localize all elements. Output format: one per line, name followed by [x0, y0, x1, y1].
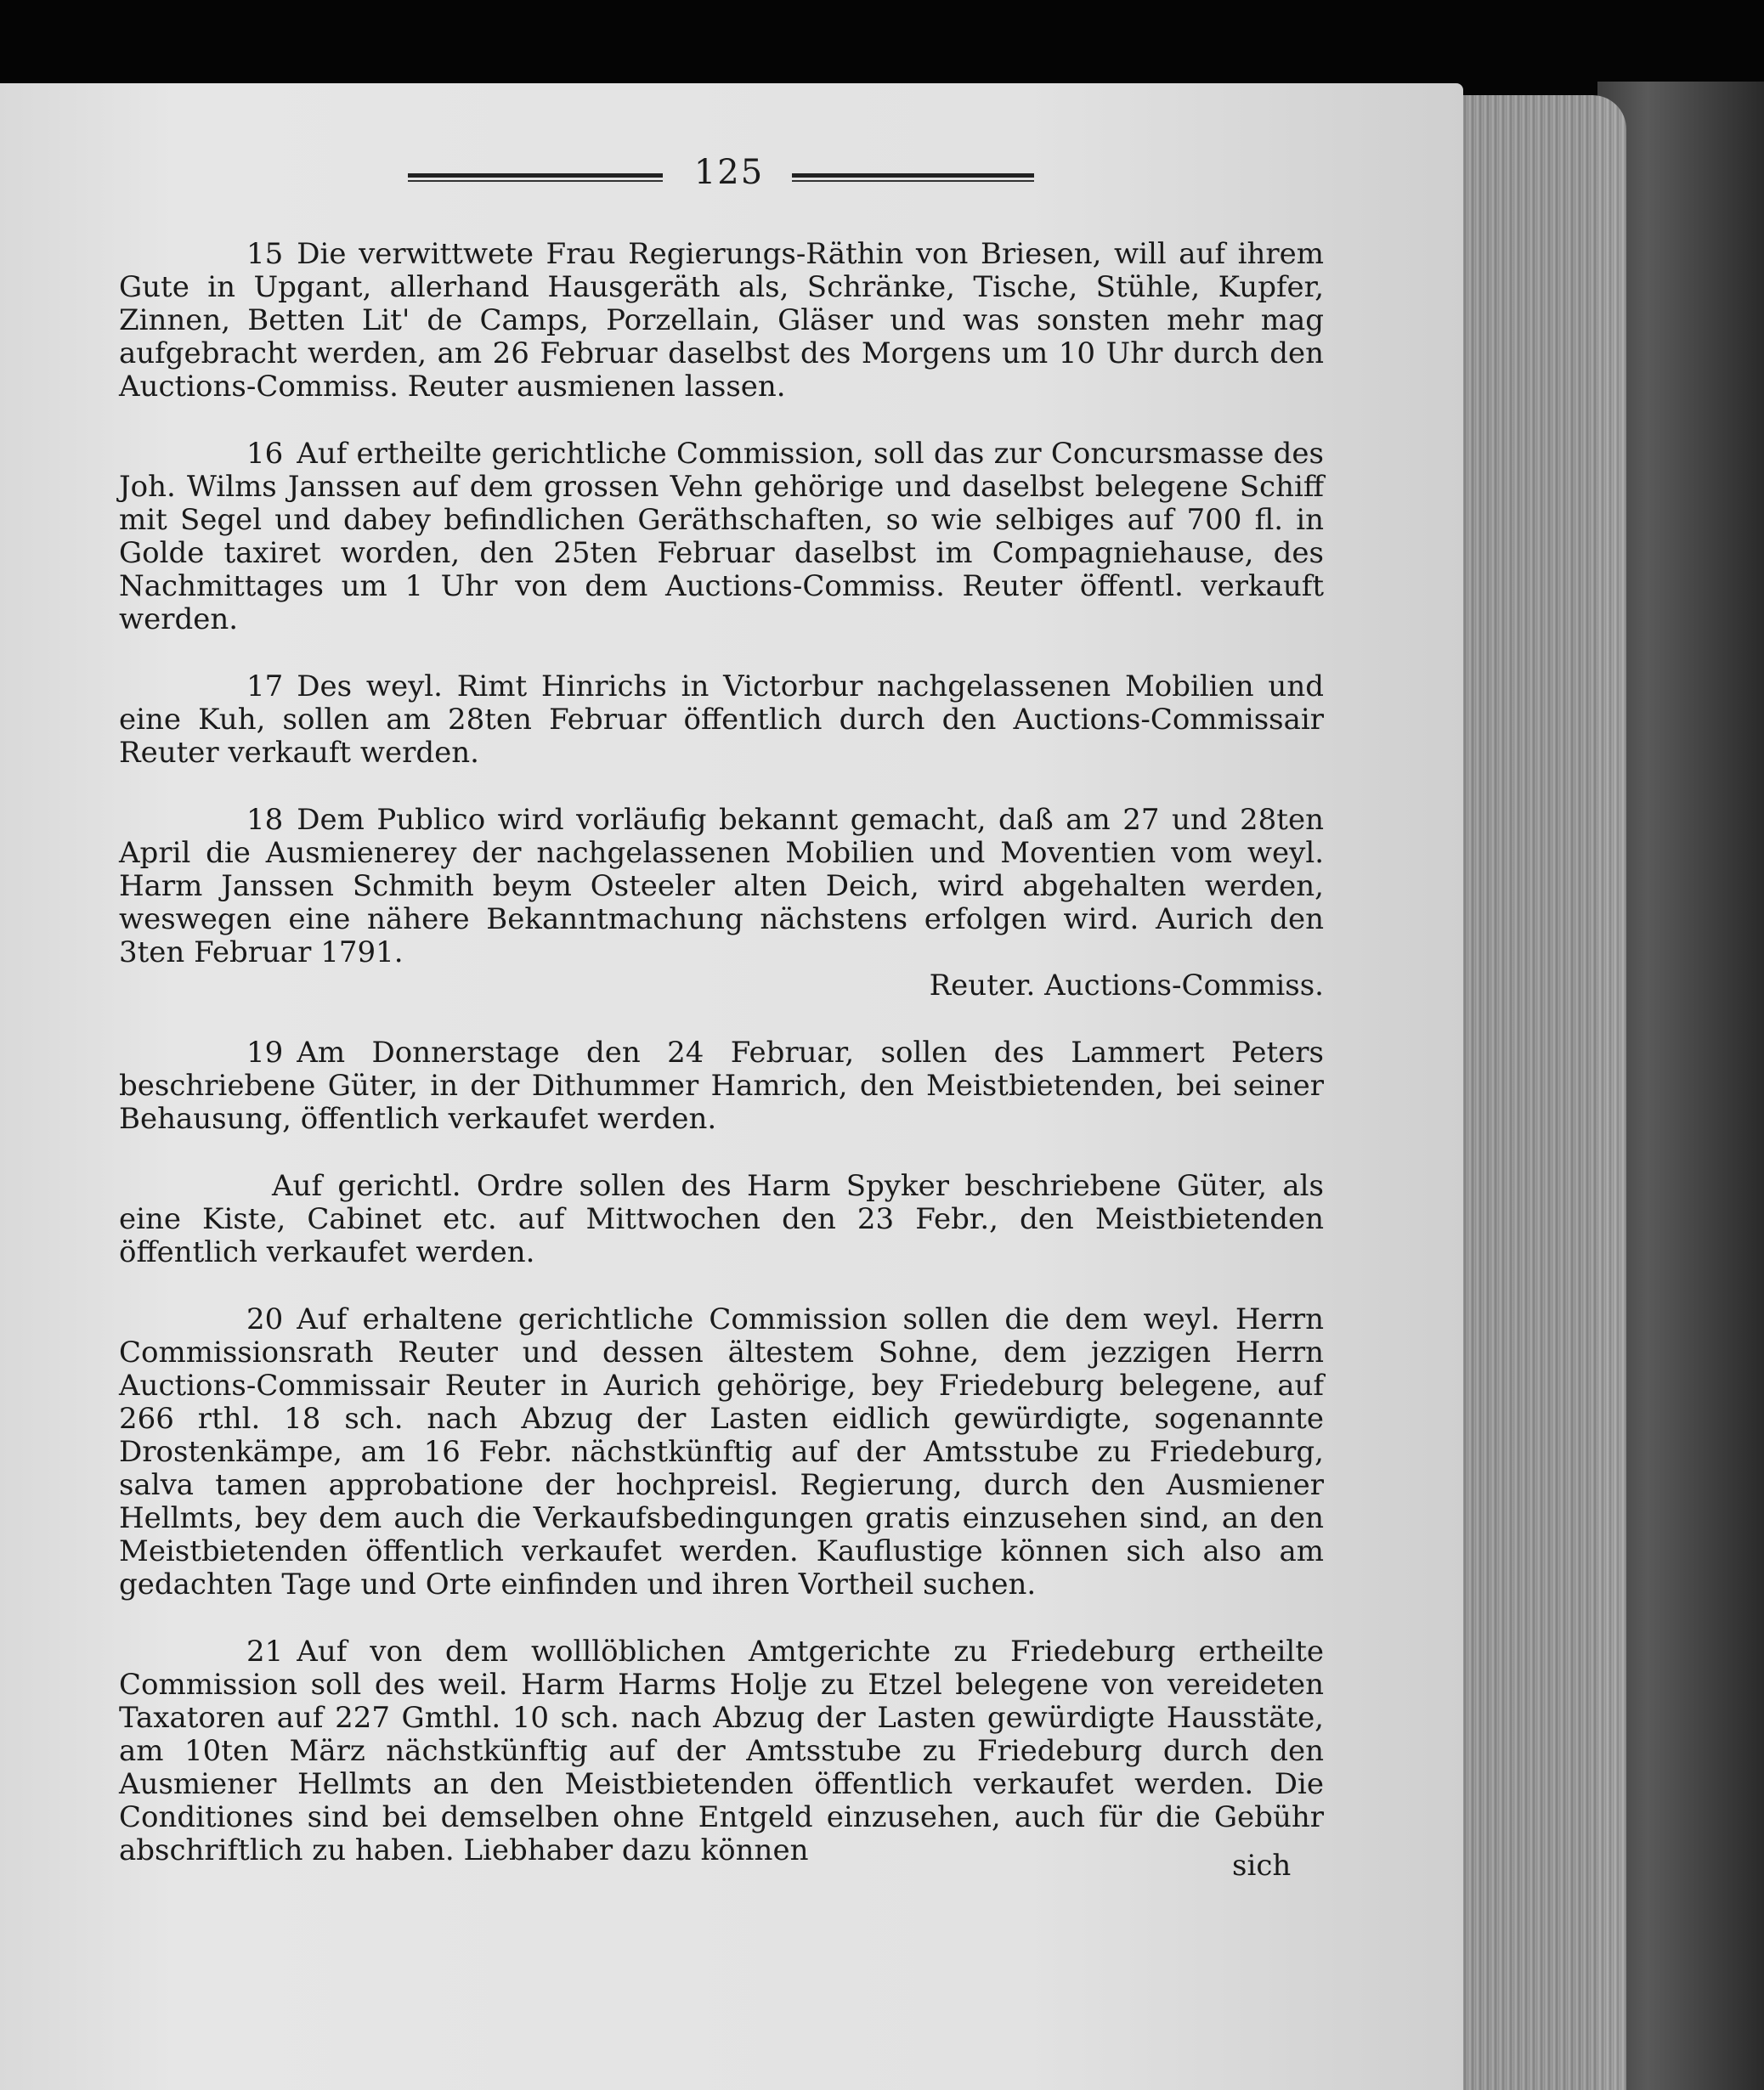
entry-text: Die verwittwete Frau Regierungs-Räthin von Briesen, will auf ihrem Gute in Upgant, allerhand Hausgeräth als, Schränke, Tische, Stühle, Kupfer, Zinnen, Betten Lit' de Camps, Porzellain, Gläser und was sonsten mehr mag aufgebracht werden, am 26 Februar daselbst des Morgens um 10 Uhr durch den Auctions-Commiss. Reuter ausmienen lassen. [119, 237, 1324, 404]
entry-number: 20 [246, 1302, 284, 1336]
page-number: 125 [693, 153, 765, 192]
entry-number: 16 [246, 437, 284, 471]
entry-text: Auf gerichtl. Ordre sollen des Harm Spyker beschriebene Güter, als eine Kiste, Cabinet etc. auf Mittwochen den 23 Febr., den Meistbietenden öffentlich verkaufet werden. [119, 1169, 1324, 1269]
header-rule-left [408, 173, 663, 178]
entry-text: Auf ertheilte gerichtliche Commission, soll das zur Concursmasse des Joh. Wilms Janssen auf dem grossen Vehn gehörige und daselbst belegene Schiff mit Segel und dabey befindlichen Geräthschaften, so wie selbiges auf 700 fl. in Golde taxiret worden, den 25ten Februar daselbst im Compagniehause, des Nachmittages um 1 Uhr von dem Auctions-Commiss. Reuter öffentl. verkauft werden. [119, 437, 1324, 636]
entry-16 [119, 438, 1324, 636]
entry-21 [119, 1635, 1324, 1867]
entry-number: 15 [246, 237, 284, 271]
entry-18 [119, 804, 1324, 969]
page-edges [1460, 95, 1626, 2090]
entry-text: Des weyl. Rimt Hinrichs in Victorbur nachgelassenen Mobilien und eine Kuh, sollen am 28ten Februar öffentlich durch den Auctions-Commissair Reuter verkauft werden. [119, 669, 1324, 770]
catchword: sich [1232, 1849, 1292, 1883]
entry-text: Am Donnerstage den 24 Februar, sollen des Lammert Peters beschriebene Güter, in der Dithummer Hamrich, den Meistbietenden, bei seiner Behausung, öffentlich verkaufet werden. [119, 1036, 1324, 1136]
header-rule-right [792, 173, 1034, 178]
entry-number: 18 [246, 803, 284, 837]
entry-text: Auf von dem wolllöblichen Amtgerichte zu Friedeburg ertheilte Commission soll des weil. Harm Harms Holje zu Etzel belegene von vereideten Taxatoren auf 227 Gmthl. 10 sch. nach Abzug der Lasten gewürdigte Hausstäte, am 10ten März nächstkünftig auf der Amtsstube zu Friedeburg durch den Ausmiener Hellmts an den Meistbietenden öffentlich verkaufet werden. Die Conditiones sind bei demselben ohne Entgeld einzusehen, auch für die Gebühr abschriftlich zu haben. Liebhaber dazu können [119, 1635, 1324, 1867]
entry-number: 21 [246, 1635, 284, 1669]
signature: Reuter. Auctions-Commiss. [929, 969, 1324, 1003]
page-header [0, 153, 1463, 204]
entry-notice [119, 1170, 1324, 1269]
entry-number: 19 [246, 1036, 284, 1070]
entry-17 [119, 670, 1324, 770]
entry-text: Auf erhaltene gerichtliche Commission sollen die dem weyl. Herrn Commissionsrath Reuter und dessen ältestem Sohne, dem jezzigen Herrn Auctions-Commissair Reuter in Aurich gehörige, bey Friedeburg belegene, auf 266 rthl. 18 sch. nach Abzug der Lasten eidlich gewürdigte, sogenannte Drostenkämpe, am 16 Febr. nächstkünftig auf der Amtsstube zu Friedeburg, salva tamen approbatione der hochpreisl. Regierung, durch den Ausmiener Hellmts, bey dem auch die Verkaufsbedingungen gratis einzusehen sind, an den Meistbietenden öffentlich verkaufet werden. Kauflustige können sich also am gedachten Tage und Orte einfinden und ihren Vortheil suchen. [119, 1302, 1324, 1601]
entry-20 [119, 1303, 1324, 1601]
entry-text: Dem Publico wird vorläufig bekannt gemacht, daß am 27 und 28ten April die Ausmienerey der nachgelassenen Mobilien und Moventien vom weyl. Harm Janssen Schmith beym Osteeler alten Deich, wird abgehalten werden, weswegen eine nähere Bekanntmachung nächstens erfolgen wird. Aurich den 3ten Februar 1791. [119, 803, 1324, 969]
entry-number: 17 [246, 669, 284, 703]
entry-15 [119, 238, 1324, 404]
page-body [119, 238, 1324, 1901]
entry-19 [119, 1037, 1324, 1136]
